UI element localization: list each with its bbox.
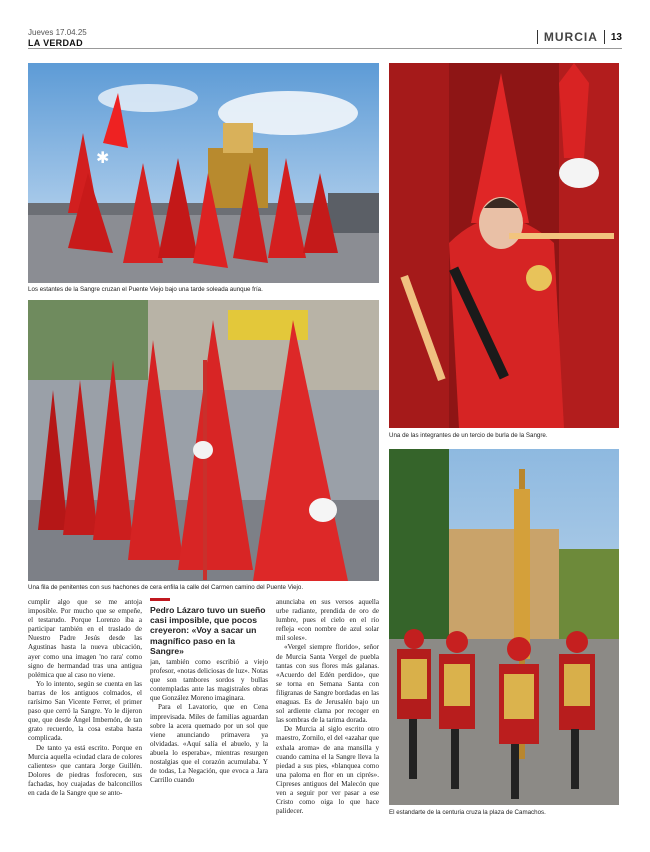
page-divider — [604, 30, 605, 44]
article-paragraph: cumplir algo que se me antoja imposible. Por mucho que se empeñe, el testarudo. Porque Lorenzo iba a participar también en el traslado de Nuestro Padre Jesús desde las Agustinas hasta la nueva ubicación, ayer como una imagen 'no rara' como signo de hermandad tras una antigua polémica que al caso no viene. — [28, 598, 142, 679]
pull-quote-accent — [150, 598, 170, 601]
article-column-3 — [276, 598, 379, 816]
pull-quote-text: «Voy a sacar un magnífico paso en la Sangre» — [150, 625, 257, 656]
newspaper-name: LA VERDAD — [28, 38, 83, 48]
photo-centuria — [389, 449, 619, 805]
photo-caption-2: Una fila de penitentes con sus hachones de cera enfila la calle del Carmen camino del Puente Viejo. — [28, 584, 304, 591]
header-rule — [28, 48, 622, 49]
photo-caption-3: Una de las integrantes de un tercio de burla de la Sangre. — [389, 432, 548, 439]
svg-text:✱: ✱ — [96, 148, 110, 167]
photo-procession-bridge — [28, 63, 379, 283]
article-paragraph: anunciaba en sus versos aquella urbe radiante, prendida de oro de lumbre, pues el cielo en el río refleja «con nombre de azul solar mil soles». — [276, 598, 379, 643]
article-paragraph: De tanto ya está escrito. Porque en Murcia aquella «ciudad clara de colores calientes» que cantara Jorge Guillén. Dolores de piedras fosforecen, sus fachadas, hoy cuajadas de balconcillos en cada de la Sangre que se anto- — [28, 743, 142, 797]
article-paragraph: jan, también como escribió a viejo profesor, «notas deliciosas de luz». Notas que son tambores sordos y bullas contempladas ante las magistrales obras que González Moreno imaginara. — [150, 658, 268, 703]
masthead — [28, 28, 87, 48]
article-paragraph: Para el Lavatorio, que en Cena imprevisada. Miles de familias aguardan sobre la acera quemado por un sol que viene anunciando primavera ya olvidadas. «Aquí salía el abuelo, y la abuela lo esperaba», mientras resurgen nostalgias que el corazón acumulaba. Y de todas, La Negación, que evoca a Jara Carrillo cuando — [150, 703, 268, 785]
section-name: MURCIA — [543, 30, 598, 44]
section-header — [537, 30, 622, 44]
article-column-2 — [150, 658, 268, 785]
issue-date: Jueves 17.04.25 — [28, 28, 87, 37]
article-paragraph: De Murcia al siglo escrito otro maestro, Zornilo, el del «azahar que exhala aroma» de ana mansilla y cuando camina el la Sangre lleva la piedad a sus pies, «blanquea como una paloma en flor en un ciprés». Cipreses antiguos del Malecón que ven a seguir por ver pasar a ese Cristo como oiga lo que hace palidecer. — [276, 725, 379, 816]
photo-caption-4: El estandarte de la centuria cruza la plaza de Camachos. — [389, 809, 546, 816]
article-paragraph: Yo lo intento, según se cuenta en las barras de los antiguos colmados, el rarísimo San Vicente Ferrer, el primer paso que cerró la Sangre. Yo le dijeron que, que desde Ángel Imbernón, de tan grato recuerdo, la cosa estaba hasta complicada. — [28, 679, 142, 743]
photo-penitentes — [28, 300, 379, 581]
photo-caption-1: Los estantes de la Sangre cruzan el Puente Viejo bajo una tarde soleada aunque fría. — [28, 286, 263, 293]
pull-quote — [150, 598, 268, 656]
article-paragraph: «Vergel siempre florido», señor de Murcia Santa Vergel de puebla tantas con sus flores más galanas. «Acuerdo del Edén perdido», que se torna en Semana Santa con filigranas de Sangre bordadas en las enaguas. Es de Jerusalén bajo un sol ardiente clama por recoger en las sombras de la tarima dorada. — [276, 643, 379, 725]
article-column-1 — [28, 598, 142, 798]
section-divider — [537, 30, 538, 44]
page-number: 13 — [610, 31, 622, 43]
pull-quote-author: Pedro Lázaro tuvo un sueño casi imposible, que pocos creyeron: — [150, 605, 266, 636]
photo-tercio-burla — [389, 63, 619, 428]
